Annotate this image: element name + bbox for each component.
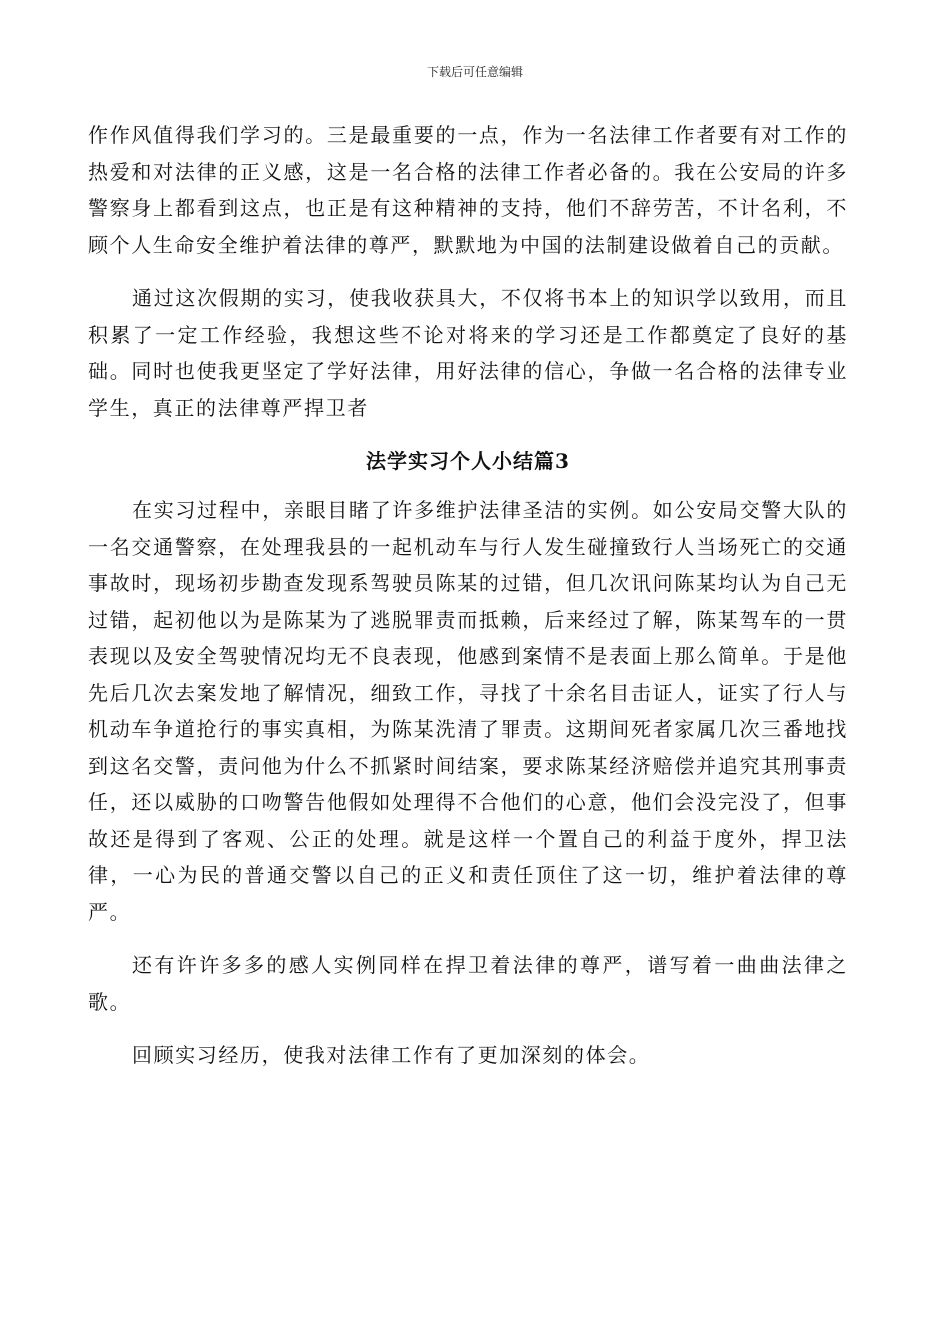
paragraph-review: 回顾实习经历，使我对法律工作有了更加深刻的体会。 <box>132 1043 651 1067</box>
paragraph-more-examples: 还有许许多多的感人实例同样在捍卫着法律的尊严，谱写着一曲曲法律之歌。 <box>88 953 848 1014</box>
paragraph-continued: 作作风值得我们学习的。三是最重要的一点，作为一名法律工作者要有对工作的热爱和对法律的正义感，这是一名合格的法律工作者必备的。我在公安局的许多警察身上都看到这点，也正是有这种精神的支持，他们不辞劳苦，不计名利，不顾个人生命安全维护着法律的尊严，默默地为中国的法制建设做着自己的贡献。 <box>88 123 848 257</box>
paragraph-case-example: 在实习过程中，亲眼目睹了许多维护法律圣洁的实例。如公安局交警大队的一名交通警察，在处理我县的一起机动车与行人发生碰撞致行人当场死亡的交通事故时，现场初步勘查发现系驾驶员陈某的过错，但几次讯问陈某均认为自己无过错，起初他以为是陈某为了逃脱罪责而抵赖，后来经过了解，陈某驾车的一贯表现以及安全驾驶情况均无不良表现，他感到案情不是表面上那么简单。于是他先后几次去案发地了解情况，细致工作，寻找了十余名目击证人，证实了行人与机动车争道抢行的事实真相，为陈某洗清了罪责。这期间死者家属几次三番地找到这名交警，责问他为什么不抓紧时间结案，要求陈某经济赔偿并追究其刑事责任，还以威胁的口吻警告他假如处理得不合他们的心意，他们会没完没了，但事故还是得到了客观、公正的处理。就是这样一个置自己的利益于度外，捍卫法律，一心为民的普通交警以自己的正义和责任顶住了这一切，维护着法律的尊严。 <box>88 498 848 924</box>
document-body <box>88 117 848 1074</box>
page-header: 下载后可任意编辑 <box>426 65 523 79</box>
section-title: 法学实习个人小结篇3 <box>366 449 570 473</box>
paragraph-summary: 通过这次假期的实习，使我收获具大，不仅将书本上的知识学以致用，而且积累了一定工作经验，我想这些不论对将来的学习还是工作都奠定了良好的基础。同时也使我更坚定了学好法律，用好法律的信心，争做一名合格的法律专业学生，真正的法律尊严捍卫者 <box>88 286 848 420</box>
